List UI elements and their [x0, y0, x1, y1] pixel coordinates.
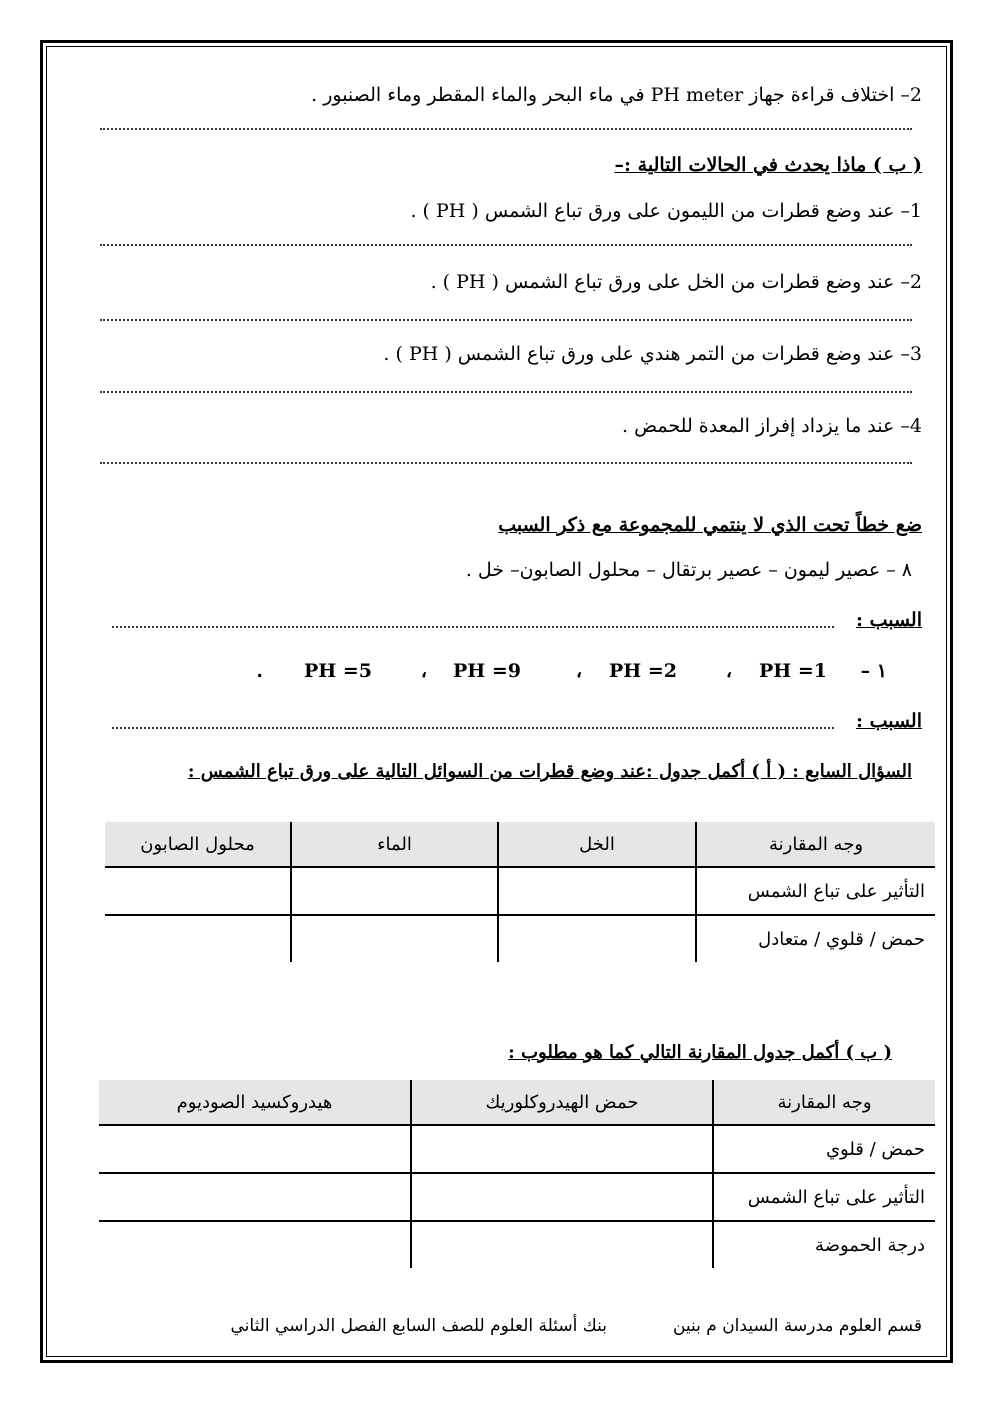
reason-label: السبب :: [855, 609, 922, 631]
table-header: محلول الصابون: [105, 822, 291, 867]
answer-line[interactable]: [100, 128, 912, 130]
table-cell[interactable]: [99, 1173, 411, 1221]
section-b-item-3: 3– عند وضع قطرات من التمر هندي على ورق تباع الشمس ( PH ) .: [383, 343, 922, 365]
table-header: الخل: [498, 822, 696, 867]
ph-value: PH =5: [304, 660, 372, 682]
table-header: وجه المقارنة: [713, 1080, 935, 1125]
item-1-prefix: ١ –: [860, 660, 887, 682]
table-row: [105, 867, 935, 915]
table-cell: حمض / قلوي: [713, 1125, 935, 1173]
table-cell[interactable]: [99, 1221, 411, 1268]
table-header: حمض الهيدروكلوريك: [411, 1080, 713, 1125]
table-header: وجه المقارنة: [696, 822, 935, 867]
section-b-item-4: 4– عند ما يزداد إفراز المعدة للحمض .: [622, 415, 922, 437]
table-cell: درجة الحموضة: [713, 1221, 935, 1268]
section-b-item-2: 2– عند وضع قطرات من الخل على ورق تباع الشمس ( PH ) .: [430, 271, 922, 293]
reason-label: السبب :: [855, 710, 922, 732]
table-cell[interactable]: [291, 915, 498, 962]
ph-value: PH =1: [759, 660, 827, 682]
odd-one-out-item-8: ٨ – عصير ليمون – عصير برتقال – محلول الصابون– خل .: [465, 559, 912, 581]
table-cell[interactable]: [498, 915, 696, 962]
table-cell[interactable]: [105, 915, 291, 962]
table-cell[interactable]: [291, 867, 498, 915]
reason-answer-line[interactable]: [112, 626, 834, 628]
question-7b-heading: ( ب ) أكمل جدول المقارنة التالي كما هو مطلوب :: [508, 1042, 892, 1063]
table-row: [105, 915, 935, 962]
table-row: [99, 1125, 935, 1173]
footer-question-bank: بنك أسئلة العلوم للصف السابع الفصل الدراسي الثاني: [230, 1316, 607, 1336]
table-cell[interactable]: [411, 1221, 713, 1268]
section-b-item-1: 1– عند وضع قطرات من الليمون على ورق تباع الشمس ( PH ) .: [410, 200, 922, 222]
table-cell: حمض / قلوي / متعادل: [696, 915, 935, 962]
answer-line[interactable]: [100, 391, 912, 393]
answer-line[interactable]: [100, 319, 912, 321]
separator: ،: [420, 660, 427, 682]
table-cell: التأثير على تباع الشمس: [713, 1173, 935, 1221]
odd-one-out-heading: ضع خطاً تحت الذي لا ينتمي للمجموعة مع ذكر السبب: [498, 514, 922, 536]
separator: ،: [725, 660, 732, 682]
ph-value: PH =2: [609, 660, 677, 682]
ph-values-row: [187, 658, 887, 684]
comparison-table-a: [105, 822, 935, 962]
table-header: الماء: [291, 822, 498, 867]
table-row: [99, 1173, 935, 1221]
comparison-table-b: [99, 1080, 935, 1268]
ph-value: PH =9: [453, 660, 521, 682]
table-cell[interactable]: [105, 867, 291, 915]
question-ph-meter: 2– اختلاف قراءة جهاز PH meter في ماء البحر والماء المقطر وماء الصنبور .: [311, 84, 922, 106]
end-dot: .: [256, 660, 263, 682]
table-cell[interactable]: [498, 867, 696, 915]
answer-line[interactable]: [100, 244, 912, 246]
table-cell[interactable]: [99, 1125, 411, 1173]
table-cell[interactable]: [411, 1125, 713, 1173]
section-b-heading: ( ب ) ماذا يحدث في الحالات التالية :–: [614, 154, 922, 176]
question-7-heading: السؤال السابع : ( أ ) أكمل جدول :عند وضع قطرات من السوائل التالية على ورق تباع الشمس :: [187, 761, 912, 782]
answer-line[interactable]: [100, 462, 912, 464]
table-cell[interactable]: [411, 1173, 713, 1221]
footer-department: قسم العلوم مدرسة السيدان م بنين: [672, 1316, 922, 1336]
table-cell: التأثير على تباع الشمس: [696, 867, 935, 915]
reason-answer-line[interactable]: [112, 727, 834, 729]
table-header: هيدروكسيد الصوديوم: [99, 1080, 411, 1125]
table-row: [99, 1221, 935, 1268]
separator: ،: [575, 660, 582, 682]
